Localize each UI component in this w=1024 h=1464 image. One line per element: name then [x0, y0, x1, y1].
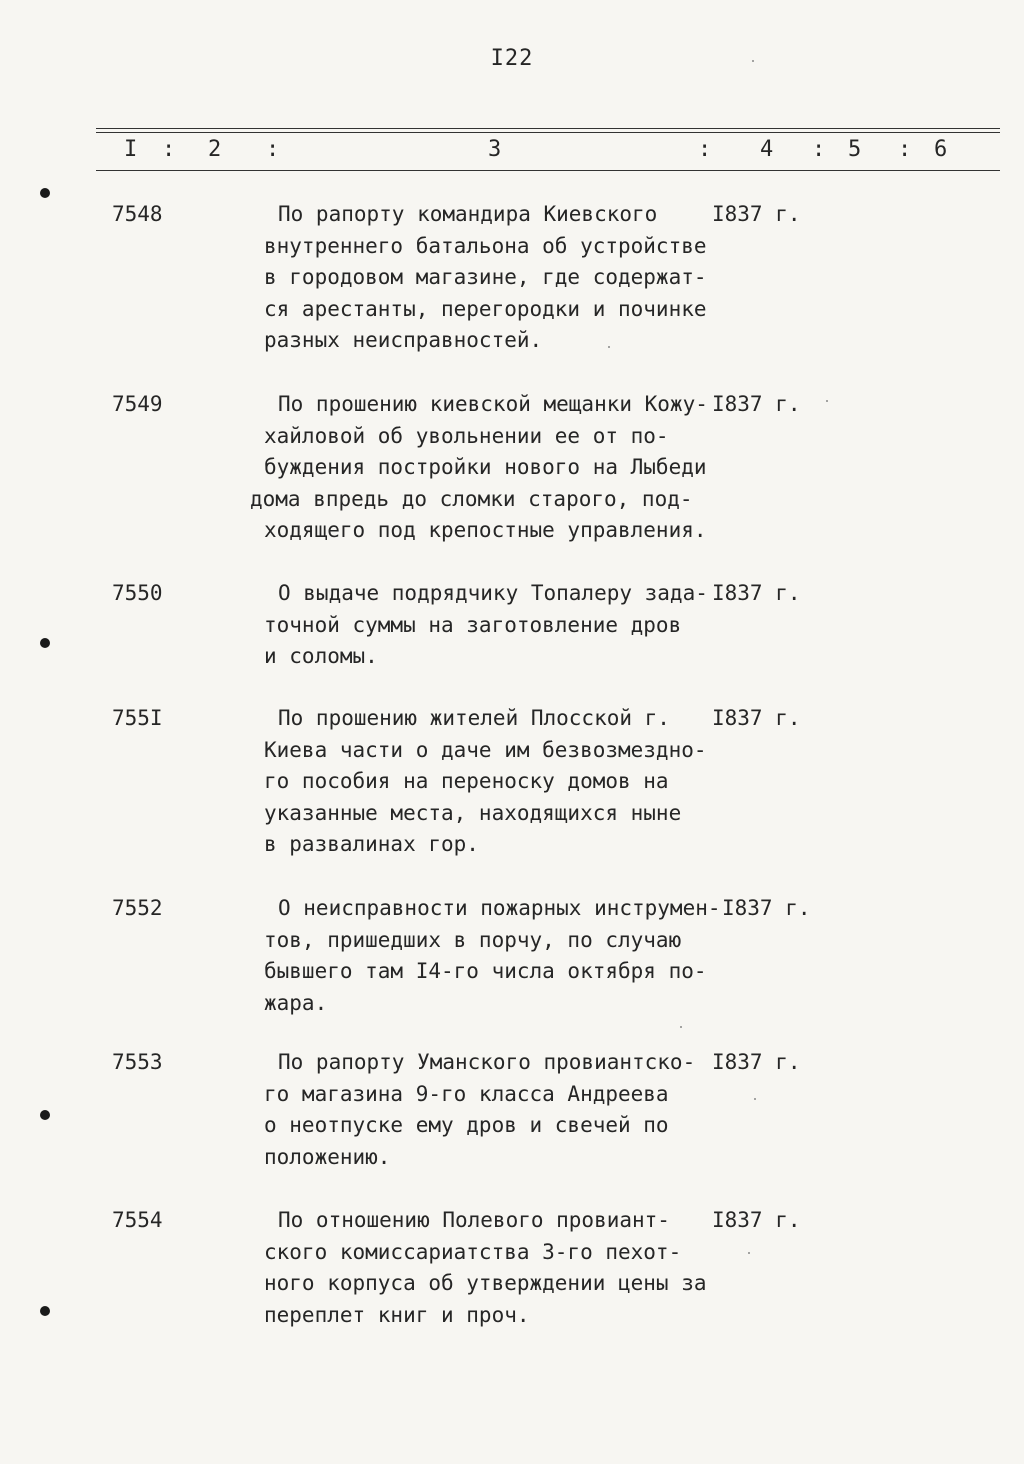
description-line: тов, пришедших в порчу, по случаю	[264, 927, 682, 952]
description-line: буждения постройки нового на Лыбеди	[264, 455, 707, 479]
description-line: и соломы.	[264, 644, 378, 668]
description-line: По прошению жителей Плосской г.	[278, 706, 670, 730]
entry-year: I837 г.	[712, 1208, 801, 1232]
entry-description	[264, 1205, 714, 1331]
punch-hole-mark	[40, 188, 50, 198]
scan-speck	[680, 1026, 682, 1028]
description-line: ся арестанты, перегородки и починке	[264, 296, 707, 321]
entry-year: I837 г.	[712, 202, 801, 226]
entry-number: 7554	[112, 1208, 163, 1232]
entry-number: 7552	[112, 896, 163, 920]
entry-year: I837 г.	[712, 392, 801, 416]
punch-hole-mark	[40, 1110, 50, 1120]
description-line: внутреннего батальона об устройстве	[264, 233, 707, 258]
entry-description	[250, 389, 714, 547]
description-line: По отношению Полевого провиант-	[278, 1208, 670, 1232]
entry-description	[264, 703, 714, 861]
description-line: переплет книг и проч.	[264, 1302, 530, 1327]
scan-speck	[752, 60, 754, 62]
description-line: го пособия на переноску домов на	[264, 769, 669, 793]
header-rule-top-double	[96, 132, 1000, 133]
description-line: точной суммы на заготовление дров	[264, 612, 682, 637]
entry-description	[264, 199, 714, 357]
entry-description	[264, 578, 714, 673]
punch-hole-mark	[40, 1306, 50, 1316]
scan-speck	[748, 1252, 750, 1254]
column-separator: :	[266, 137, 280, 162]
entry-description	[264, 1047, 714, 1173]
description-line: дома впредь до сломки старого, под-	[250, 486, 693, 511]
entry-number: 7550	[112, 581, 163, 605]
entry-number: 7553	[112, 1050, 163, 1074]
punch-hole-mark	[40, 638, 50, 648]
column-separator: :	[162, 137, 176, 162]
description-line: указанные места, находящихся ныне	[264, 800, 682, 825]
entry-year: I837 г.	[712, 581, 801, 605]
column-header-3: 3	[488, 137, 502, 162]
description-line: О выдаче подрядчику Топалеру зада-	[278, 581, 708, 605]
entry-number: 755I	[112, 706, 163, 730]
entry-number: 7549	[112, 392, 163, 416]
description-line: в городовом магазине, где содержат-	[264, 265, 707, 289]
column-header-2: 2	[208, 137, 222, 162]
description-line: ского комиссариатства 3-го пехот-	[264, 1239, 682, 1264]
entry-number: 7548	[112, 202, 163, 226]
description-line: положению.	[264, 1144, 391, 1169]
entry-year: I837 г.	[722, 896, 811, 920]
column-separator: :	[812, 137, 826, 162]
header-rule-bottom	[96, 170, 1000, 171]
description-line: По рапорту Уманского провиантско-	[278, 1050, 696, 1074]
column-header-4: 4	[760, 137, 774, 162]
description-line: жара.	[264, 990, 328, 1015]
description-line: О неисправности пожарных инструмен-	[278, 896, 721, 920]
description-line: По рапорту командира Киевского	[278, 202, 658, 226]
scan-speck	[754, 1098, 756, 1100]
entry-description	[264, 893, 721, 1019]
description-line: о неотпуске ему дров и свечей по	[264, 1113, 669, 1137]
page-number: I22	[490, 46, 534, 71]
scan-speck	[826, 400, 828, 402]
description-line: ходящего под крепостные управления.	[264, 518, 707, 542]
scan-speck	[608, 346, 610, 348]
entry-year: I837 г.	[712, 706, 801, 730]
entry-year: I837 г.	[712, 1050, 801, 1074]
header-rule-top	[96, 128, 1000, 129]
column-separator: :	[698, 137, 712, 162]
column-header-1: I	[124, 137, 138, 162]
description-line: го магазина 9-го класса Андреева	[264, 1081, 669, 1106]
column-separator: :	[898, 137, 912, 162]
column-header-6: 6	[934, 137, 948, 162]
description-line: ного корпуса об утверждении цены за	[264, 1271, 707, 1295]
description-line: По прошению киевской мещанки Кожу-	[278, 392, 708, 416]
column-header-5: 5	[848, 137, 862, 162]
description-line: Киева части о даче им безвозмездно-	[264, 737, 707, 762]
description-line: разных неисправностей.	[264, 328, 543, 352]
description-line: бывшего там I4-го числа октября по-	[264, 959, 707, 983]
description-line: в развалинах гор.	[264, 832, 479, 856]
description-line: хайловой об увольнении ее от по-	[264, 423, 669, 448]
